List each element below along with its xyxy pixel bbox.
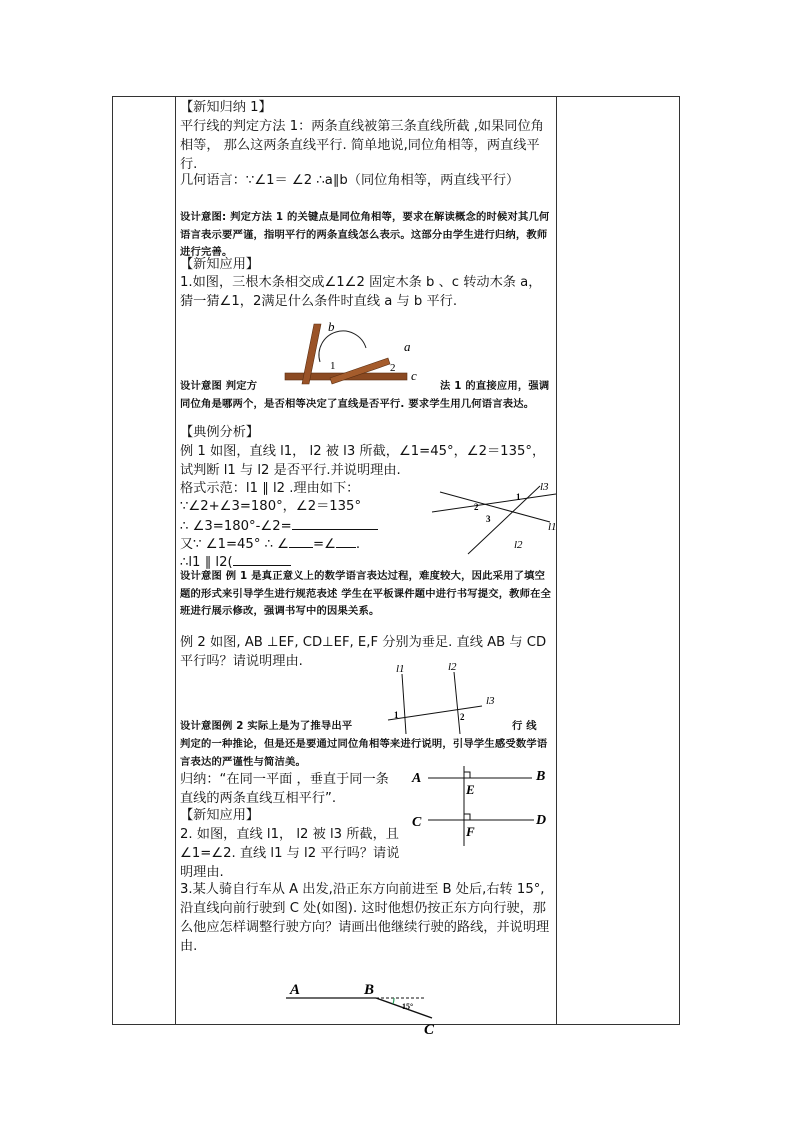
design-intent-3: 设计意图 例 1 是真正意义上的数学语言表达过程，难度较大，因此采用了填空题的形式来引导学生进行规范表述 学生在平板课件题中进行书写提交，教师在全班进行展示修改，强调书写中的因果关系。 <box>180 570 552 617</box>
label-A: A <box>290 982 301 998</box>
design-intent-1: 设计意图: 判定方法 1 的关键点是同位角相等，要求在解读概念的时候对其几何语言表示要严谨，指明平行的两条直线怎么表示。这部分由学生进行归纳，教师进行完善。 <box>180 211 550 258</box>
label-a: a <box>404 339 411 354</box>
design-intent-2b-wrap: 同位角是哪两个，是否相等决定了直线是否平行. 要求学生用几何语言表达。 <box>180 397 535 410</box>
right-angle-F <box>464 814 470 820</box>
design-intent-4b: 判定的一种推论，但是还是要通过同位角相等来进行说明，引导学生感受数学语言表达的严谨性与简洁美。 <box>180 738 548 768</box>
question-2: 2. 如图，直线 l1， l2 被 l3 所截，且∠1=∠2. 直线 l1 与 l2 平行吗？请说明理由. <box>180 827 400 880</box>
label-angle-2: 2 <box>460 712 465 722</box>
proof-line-1: ∵∠2+∠3=180°，∠2＝135° <box>180 499 362 514</box>
label-angle-1: 1 <box>330 360 336 372</box>
heading-examples: 【典例分析】 <box>180 425 260 440</box>
proof-line-4-text: ∴l1 ∥ l2( <box>180 555 233 570</box>
example-1-figure <box>430 478 560 556</box>
summary: 归纳：“在同一平面 ，垂直于同一条直线的两条直线互相平行”. <box>180 772 389 806</box>
blank-angle3[interactable] <box>292 516 378 530</box>
proof-line-3-eq: =∠ <box>313 537 336 552</box>
perpendicular-figure <box>408 762 558 848</box>
bicycle-route-figure <box>282 978 462 1040</box>
geometry-language: 几何语言：∵∠1＝ ∠2 ∴a∥b（同位角相等，两直线平行） <box>180 173 520 188</box>
column-divider-right <box>556 97 557 1024</box>
proof-line-2 <box>180 516 378 536</box>
proof-line-3-text: 又∵ ∠1=45° ∴ ∠ <box>180 537 290 552</box>
label-F: F <box>466 824 475 839</box>
example-2: 例 2 如图, AB ⊥EF, CD⊥EF, E,F 分别为垂足. 直线 AB 与 CD 平行吗？请说明理由. <box>180 635 547 669</box>
proof-line-3: 又∵ ∠1=45° ∴ ∠ =∠ . <box>180 534 360 554</box>
example-1: 例 1 如图，直线 l1， l2 被 l3 所截，∠1=45°，∠2＝135°，试判断 l1 与 l2 是否平行.并说明理由. <box>180 444 546 478</box>
proof-line-2-text: ∴ ∠3=180°-∠2= <box>180 519 292 534</box>
question-3: 3.某人骑自行车从 A 出发,沿正东方向前进至 B 处后,右转 15°,沿直线向前行驶到 C 处(如图). 这时他想仍按正东方向行驶，那么他应怎样调整行驶方向？请画出他继续行驶的路线，并说明理由. <box>180 882 550 954</box>
label-B: B <box>364 982 375 998</box>
design-intent-2b-start <box>440 378 552 395</box>
label-C: C <box>424 1022 435 1038</box>
label-D: D <box>536 813 547 828</box>
line-l1 <box>440 492 550 522</box>
label-angle-2: 2 <box>474 502 479 512</box>
label-l3: l3 <box>486 695 495 707</box>
label-b: b <box>328 319 335 334</box>
design-intent-4a2: 行 线 <box>512 720 537 732</box>
label-l2: l2 <box>448 661 457 673</box>
design-intent-4a: 设计意图例 2 实际上是为了推导出平 <box>180 720 353 732</box>
right-angle-E <box>464 772 470 778</box>
label-l1: l1 <box>396 663 405 675</box>
design-intent-2a: 设计意图 判定方 <box>180 380 258 392</box>
label-l2: l2 <box>514 539 523 551</box>
heading-summary-1: 【新知归纳 1】 <box>180 100 272 115</box>
label-c: c <box>411 368 417 383</box>
column-divider-left <box>175 97 176 1024</box>
label-angle-3: 3 <box>486 514 491 524</box>
label-l1: l1 <box>548 521 557 533</box>
label-A: A <box>412 771 422 786</box>
label-l3: l3 <box>540 481 549 493</box>
heading-application-1: 【新知应用】 <box>180 257 260 272</box>
rule-text: 平行线的判定方法 1：两条直线被第三条直线所截 ,如果同位角相等， 那么这两条直线平行. 简单地说,同位角相等，两直线平行. <box>180 119 544 172</box>
label-angle-2: 2 <box>390 362 396 374</box>
line-l3 <box>432 494 556 512</box>
label-C: C <box>412 815 422 830</box>
blank-reason[interactable] <box>233 552 291 566</box>
angle-arc <box>393 998 394 1004</box>
line-l2 <box>468 486 540 554</box>
blank-angle-a[interactable] <box>289 534 313 548</box>
question-1: 1.如图，三根木条相交成∠1∠2 固定木条 b 、c 转动木条 a，猜一猜∠1，2满足什么条件时直线 a 与 b 平行. <box>180 275 542 309</box>
label-E: E <box>466 782 475 797</box>
heading-application-2: 【新知应用】 <box>180 808 260 823</box>
label-15-degrees: 15° <box>402 1002 414 1011</box>
label-angle-1: 1 <box>394 710 399 720</box>
label-angle-1: 1 <box>516 492 521 502</box>
design-intent-2b: 法 1 的直接应用，强调 <box>440 380 550 392</box>
rotation-arc <box>319 331 366 362</box>
blank-angle-b[interactable] <box>336 534 356 548</box>
format-demo: 格式示范：l1 ∥ l2 .理由如下： <box>180 481 360 496</box>
label-B: B <box>536 769 546 784</box>
